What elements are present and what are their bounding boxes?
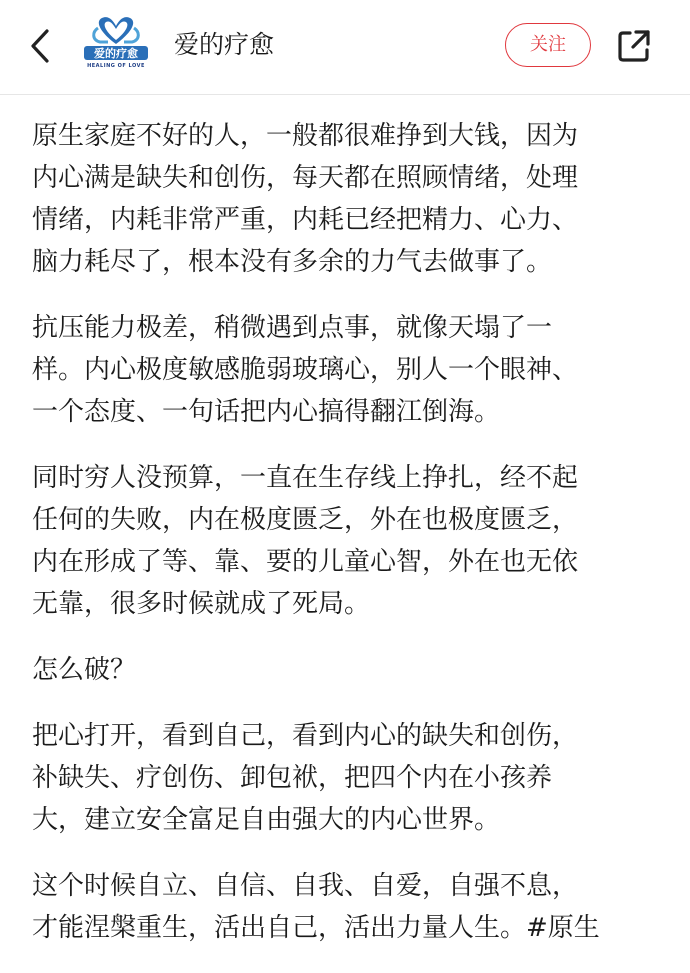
text-line: 同时穷人没预算，一直在生存线上挣扎，经不起: [32, 463, 579, 493]
text-line: 样。内心极度敏感脆弱玻璃心，别人一个眼神、: [32, 355, 579, 385]
paragraph-6: [32, 865, 672, 949]
paragraph-4: [32, 649, 672, 691]
text-line: 怎么破？: [32, 655, 137, 685]
follow-button[interactable]: 关注: [505, 23, 591, 67]
logo-text: 爱的疗愈: [94, 47, 138, 60]
chevron-left-icon: [29, 28, 51, 64]
paragraph-3: [32, 457, 672, 625]
top-bar: [0, 0, 690, 95]
text-line: 抗压能力极差，稍微遇到点事，就像天塌了一: [32, 313, 553, 343]
text-line: 才能涅槃重生，活出自己，活出力量人生。#原生: [32, 913, 600, 943]
text-line: 情绪，内耗非常严重，内耗已经把精力、心力、: [32, 205, 579, 235]
text-line: 任何的失败，内在极度匮乏，外在也极度匮乏，: [32, 505, 579, 535]
back-button[interactable]: [22, 24, 58, 68]
text-line: 把心打开，看到自己，看到内心的缺失和创伤，: [32, 721, 579, 751]
share-external-icon: [616, 28, 652, 64]
text-line: 原生家庭不好的人，一般都很难挣到大钱，因为: [32, 121, 579, 151]
text-line: 脑力耗尽了，根本没有多余的力气去做事了。: [32, 247, 553, 277]
text-line: 内在形成了等、靠、要的儿童心智，外在也无依: [32, 547, 579, 577]
account-name[interactable]: 爱的疗愈: [174, 30, 275, 59]
text-line: 大，建立安全富足自由强大的内心世界。: [32, 805, 501, 835]
text-line: 补缺失、疗创伤、卸包袱，把四个内在小孩养: [32, 763, 553, 793]
text-line: 无靠，很多时候就成了死局。: [32, 589, 371, 619]
paragraph-1: [32, 115, 672, 283]
paragraph-2: [32, 307, 672, 433]
logo-subtitle: HEALING OF LOVE: [87, 63, 145, 69]
heart-logo-icon: [80, 14, 152, 64]
text-line: 一个态度、一句话把内心搞得翻江倒海。: [32, 397, 501, 427]
paragraph-5: [32, 715, 672, 841]
article-body: [32, 115, 672, 973]
account-avatar-logo[interactable]: [80, 14, 152, 76]
text-line: 这个时候自立、自信、自我、自爱，自强不息，: [32, 871, 579, 901]
share-button[interactable]: [614, 26, 654, 66]
text-line: 内心满是缺失和创伤，每天都在照顾情绪，处理: [32, 163, 579, 193]
